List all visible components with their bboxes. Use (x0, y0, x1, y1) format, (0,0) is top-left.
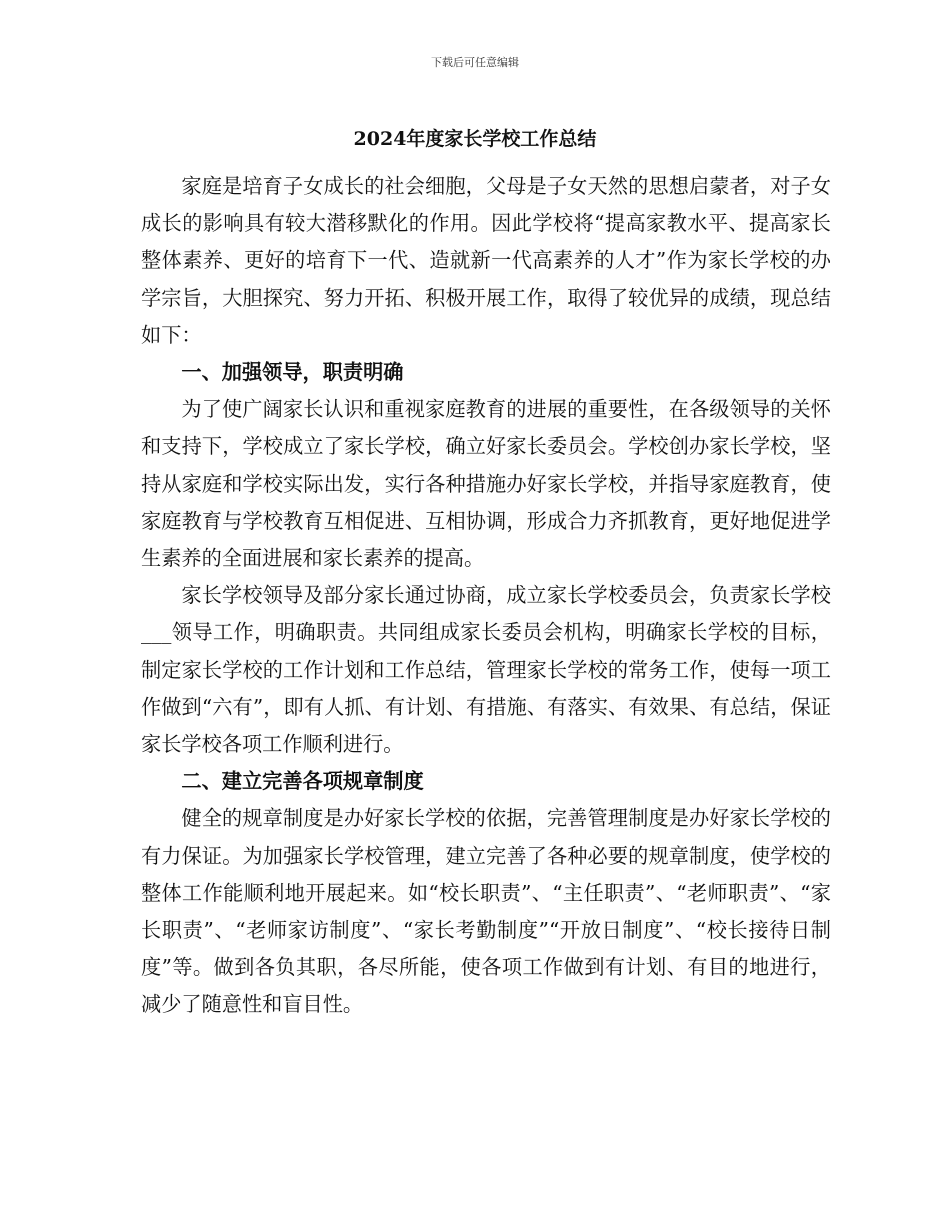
document-body (141, 168, 831, 1024)
intro-paragraph: 家庭是培育子女成长的社会细胞，父母是子女天然的思想启蒙者，对子女成长的影响具有较大潜移默化的作用。因此学校将“提高家教水平、提高家长整体素养、更好的培育下一代、造就新一代高素养的人才”作为家长学校的办学宗旨，大胆探究、努力开拓、积极开展工作，取得了较优异的成绩，现总结如下： (141, 174, 831, 347)
section-heading-1: 一、加强领导，职责明确 (181, 360, 404, 385)
page-title: 2024年度家长学校工作总结 (353, 128, 597, 150)
section1-paragraph-1: 为了使广阔家长认识和重视家庭教育的进展的重要性，在各级领导的关怀和支持下，学校成立了家长学校，确立好家长委员会。学校创办家长学校，坚持从家庭和学校实际出发，实行各种措施办好家长学校，并指导家庭教育，使家庭教育与学校教育互相促进、互相协调，形成合力齐抓教育，更好地促进学生素养的全面进展和家长素养的提高。 (141, 397, 831, 571)
section-heading-2: 二、建立完善各项规章制度 (181, 769, 424, 794)
header-note: 下载后可任意编辑 (431, 56, 519, 69)
section2-paragraph-1: 健全的规章制度是办好家长学校的依据，完善管理制度是办好家长学校的有力保证。为加强家长学校管理，建立完善了各种必要的规章制度，使学校的整体工作能顺利地开展起来。如“校长职责”、“主任职责”、“老师职责”、“家长职责”、“老师家访制度”、“家长考勤制度”“开放日制度”、“校长接待日制度”等。做到各负其职，各尽所能，使各项工作做到有计划、有目的地进行，减少了随意性和盲目性。 (141, 806, 831, 1017)
section1-paragraph-2: 家长学校领导及部分家长通过协商，成立家长学校委员会，负责家长学校___领导工作，明确职责。共同组成家长委员会机构，明确家长学校的目标，制定家长学校的工作计划和工作总结，管理家长学校的常务工作，使每一项工作做到“六有”，即有人抓、有计划、有措施、有落实、有效果、有总结，保证家长学校各项工作顺利进行。 (141, 583, 831, 757)
